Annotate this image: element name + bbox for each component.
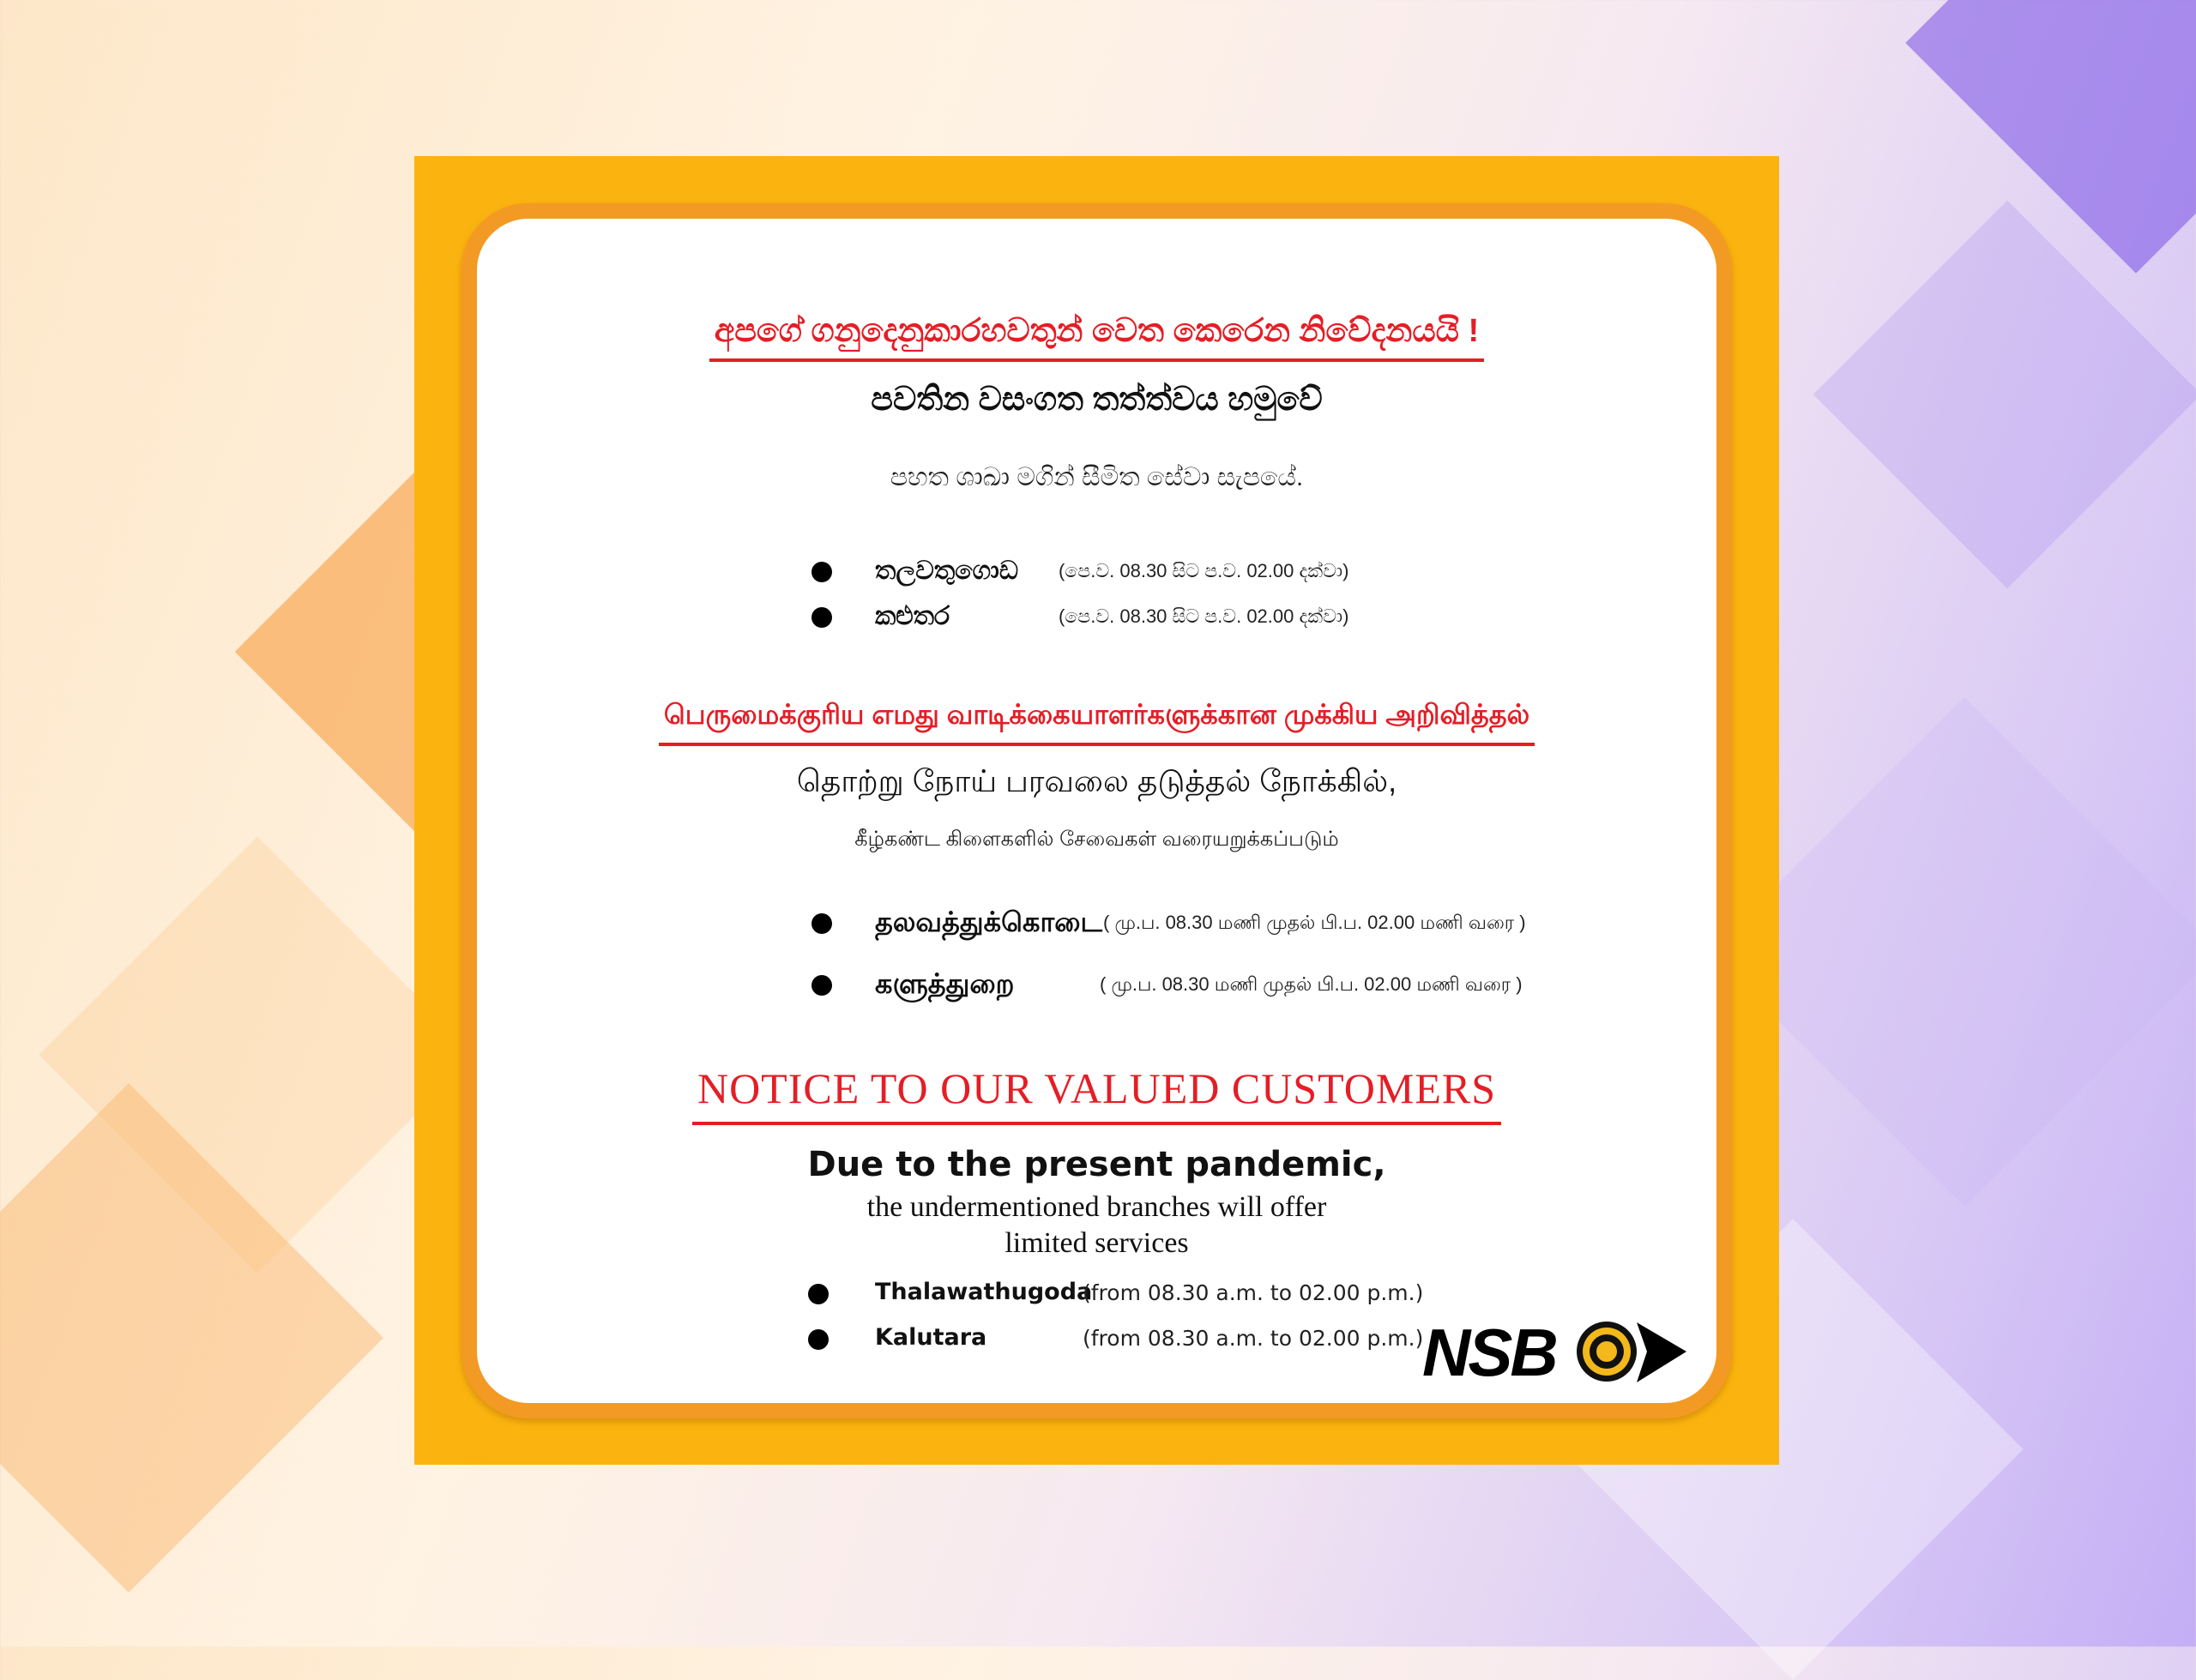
english-subheading-row — [477, 1145, 1716, 1184]
english-branch-hours: (from 08.30 a.m. to 02.00 p.m.) — [1083, 1326, 1424, 1351]
bullet-icon — [811, 562, 832, 582]
sinhala-branch-item — [477, 599, 1716, 636]
tamil-body-row — [477, 828, 1716, 853]
english-body-line: the undermentioned branches will offer — [866, 1191, 1327, 1223]
sinhala-branch-hours: (පෙ.ව. 08.30 සිට ප.ව. 02.00 දක්වා) — [1059, 560, 1349, 581]
bullet-icon — [811, 913, 832, 934]
bullet-icon — [811, 607, 832, 628]
nsb-emblem-icon — [1575, 1317, 1688, 1388]
sinhala-branch-item — [477, 553, 1716, 591]
background-diamond — [1710, 697, 2196, 1207]
english-heading: NOTICE TO OUR VALUED CUSTOMERS — [692, 1063, 1501, 1125]
tamil-branch-item — [477, 966, 1716, 1004]
english-subheading: Due to the present pandemic, — [807, 1145, 1386, 1184]
tamil-branch-item — [477, 905, 1716, 942]
tamil-branch-hours: ( மு.ப. 08.30 மணி முதல் பி.ப. 02.00 மணி வரை ) — [1103, 912, 1526, 933]
tamil-branch-name: களுத்துறை — [875, 968, 1015, 999]
sinhala-body-row — [477, 463, 1716, 492]
sinhala-subheading: පවතින වසංගත තත්ත්වය හමුවේ — [871, 382, 1323, 418]
sinhala-heading: අපගේ ගනුදෙනුකාරහවතුන් වෙත කෙරෙන නිවේදනයයි ! — [709, 313, 1484, 362]
tamil-subheading-row — [477, 763, 1716, 804]
nsb-logo-text: NSB — [1422, 1315, 1556, 1390]
english-branch-hours: (from 08.30 a.m. to 02.00 p.m.) — [1083, 1280, 1424, 1305]
english-branch-item — [477, 1275, 1716, 1313]
tamil-branch-hours: ( மு.ப. 08.30 மணி முதல் பி.ப. 02.00 மணி வரை ) — [1100, 973, 1523, 995]
english-heading-row — [477, 1063, 1716, 1125]
sinhala-branch-name: තලවතුගොඩ — [875, 557, 1019, 585]
english-body-row — [477, 1189, 1716, 1262]
tamil-heading-row — [477, 699, 1716, 746]
english-branch-name: Kalutara — [875, 1324, 987, 1351]
sinhala-heading-row — [477, 313, 1716, 362]
tamil-branch-name: தலவத்துக்கொடை — [875, 906, 1102, 937]
tamil-heading: பெருமைக்குரிய எமது வாடிக்கையாளர்களுக்கான முக்கிய அறிவித்தல் — [659, 699, 1535, 746]
nsb-logo — [1422, 1314, 1688, 1391]
tamil-subheading: தொற்று நோய் பரவலை தடுத்தல் நோக்கில், — [796, 763, 1397, 798]
bullet-icon — [808, 1284, 829, 1304]
bullet-icon — [811, 975, 832, 996]
tamil-body: கீழ்கண்ட கிளைகளில் சேவைகள் வரையறுக்கப்படும் — [854, 828, 1339, 851]
notice-card — [462, 203, 1732, 1418]
sinhala-body: පහත ශාඛා මගින් සීමිත සේවා සැපයේ. — [890, 463, 1304, 491]
notice-frame — [414, 156, 1779, 1465]
background-diamond — [1905, 0, 2196, 274]
english-body-line: limited services — [1004, 1227, 1189, 1259]
sinhala-branch-name: කළුතර — [875, 602, 950, 630]
sinhala-branch-hours: (පෙ.ව. 08.30 සිට ප.ව. 02.00 දක්වා) — [1059, 605, 1349, 627]
sinhala-subheading-row — [477, 382, 1716, 418]
english-branch-name: Thalawathugoda — [875, 1279, 1093, 1305]
bullet-icon — [808, 1329, 829, 1350]
